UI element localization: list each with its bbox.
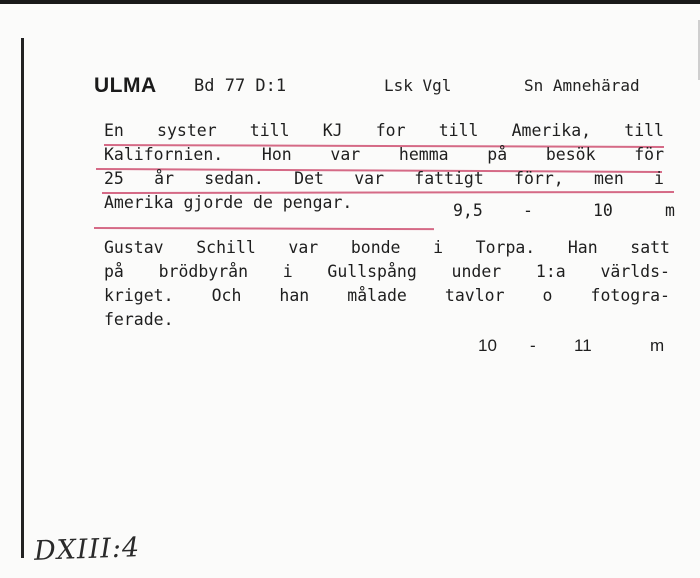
entry-2-line: kriget. Och han målade tavlor o fotogra-: [104, 286, 670, 305]
region-code: Lsk Vgl: [384, 76, 452, 95]
entry-2-text: [104, 236, 670, 332]
range-dash: -: [530, 336, 536, 355]
range-dash: -: [523, 201, 533, 220]
entry-1-line: Kalifornien. Hon var hemma på besök för: [104, 145, 664, 164]
range-end: 10: [593, 201, 613, 220]
range-start: 10: [478, 336, 497, 355]
range-end: 11: [574, 336, 592, 355]
entry-2-line: Gustav Schill var bonde i Torpa. Han satt: [104, 238, 670, 257]
entry-1-line: Amerika gjorde de pengar.: [104, 193, 353, 212]
entry-2-counter-range: [478, 336, 665, 360]
archive-name: ULMA: [94, 74, 157, 97]
entry-1-line: 25 år sedan. Det var fattigt förr, men i: [104, 169, 664, 188]
underline-mark: [94, 227, 434, 230]
range-unit: m: [665, 201, 675, 220]
volume-reference: Bd 77 D:1: [194, 76, 287, 96]
entry-1-line: En syster till KJ for till Amerika, till: [104, 121, 664, 140]
card-left-margin-rule: [21, 38, 24, 558]
range-unit: m: [650, 336, 665, 355]
entry-1-counter-range: [453, 201, 675, 225]
handwritten-card-id: DXIII:4: [33, 532, 141, 567]
range-start: 9,5: [453, 201, 483, 220]
card-top-edge: [0, 0, 700, 4]
entry-2-line: på brödbyrån i Gullspång under 1:a världs-: [104, 262, 670, 281]
parish-name: Sn Amnehärad: [524, 76, 640, 95]
entry-2-line: ferade.: [104, 310, 174, 329]
